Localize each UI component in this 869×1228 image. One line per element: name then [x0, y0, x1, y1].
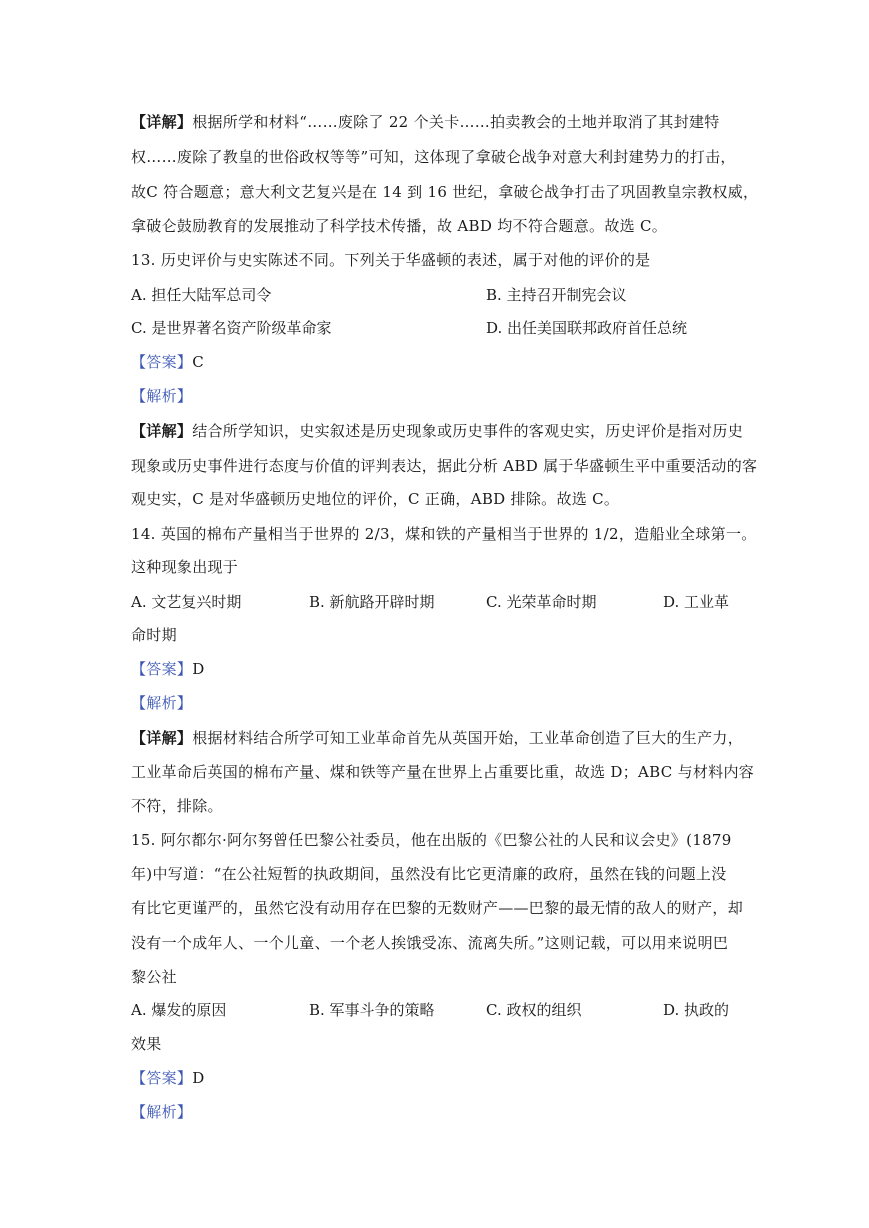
q13-stem: 13. 历史评价与史实陈述不同。下列关于华盛顿的表述，属于对他的评价的是: [131, 251, 651, 269]
q13-detail-line: 现象或历史事件进行态度与价值的评判表达，据此分析 ABD 属于华盛顿生平中重要活动的客: [131, 457, 758, 475]
q13-option-c: C. 是世界著名资产阶级革命家: [131, 319, 332, 337]
q13-option-d: D. 出任美国联邦政府首任总统: [486, 319, 688, 337]
answer-tag: 【答案】: [131, 660, 193, 678]
answer-value: D: [192, 1069, 205, 1087]
q15-option-d-continued: 效果: [131, 1035, 162, 1053]
q14-detail-line: 不符，排除。: [131, 797, 223, 815]
analysis-tag: 【解析】: [131, 1103, 193, 1121]
q14-option-b: B. 新航路开辟时期: [309, 593, 435, 611]
detail-tag: 【详解】: [131, 422, 193, 440]
q15-answer: [131, 1068, 741, 1088]
answer-tag: 【答案】: [131, 353, 193, 371]
q13-detail-line: 【详解】结合所学知识，史实叙述是历史现象或历史事件的客观史实，历史评价是指对历史: [131, 422, 744, 440]
q12-detail-line: 权……废除了教皇的世俗政权等等”可知，这体现了拿破仑战争对意大利封建势力的打击，: [131, 148, 736, 166]
q13-answer: [131, 352, 741, 372]
q15-option-d: D. 执政的: [663, 1001, 730, 1019]
q14-option-a: A. 文艺复兴时期: [131, 593, 242, 611]
detail-tag: 【详解】: [131, 729, 193, 747]
q15-stem-line: 15. 阿尔都尔·阿尔努曾任巴黎公社委员，他在出版的《巴黎公社的人民和议会史》(1879: [131, 831, 732, 849]
answer-tag: 【答案】: [131, 1069, 193, 1087]
answer-value: C: [192, 353, 204, 371]
q14-option-c: C. 光荣革命时期: [486, 593, 597, 611]
q15-stem-line: 有比它更谨严的，虽然它没有动用存在巴黎的无数财产——巴黎的最无情的敌人的财产，却: [131, 899, 744, 917]
q14-stem-line: 这种现象出现于: [131, 558, 239, 576]
q13-analysis: [131, 386, 741, 406]
answer-value: D: [192, 660, 205, 678]
q14-analysis: [131, 693, 741, 713]
detail-tag: 【详解】: [131, 113, 193, 131]
q13-detail-line: 观史实，C 是对华盛顿历史地位的评价，C 正确，ABD 排除。故选 C。: [131, 490, 620, 508]
q15-option-c: C. 政权的组织: [486, 1001, 582, 1019]
q14-stem-line: 14. 英国的棉布产量相当于世界的 2/3，煤和铁的产量相当于世界的 1/2，造船业全球第一。: [131, 525, 757, 543]
q14-option-d-continued: 命时期: [131, 626, 177, 644]
q15-stem-line: 黎公社: [131, 968, 177, 986]
q14-option-d: D. 工业革: [663, 593, 730, 611]
q12-detail-line: 【详解】根据所学和材料“……废除了 22 个关卡……拍卖教会的土地并取消了其封建特: [131, 113, 720, 131]
q15-stem-line: 没有一个成年人、一个儿童、一个老人挨饿受冻、流离失所。”这则记载，可以用来说明巴: [131, 934, 729, 952]
q13-option-a: A. 担任大陆军总司令: [131, 286, 272, 304]
q15-option-a: A. 爆发的原因: [131, 1001, 227, 1019]
q15-stem-line: 年)中写道：“在公社短暂的执政期间，虽然没有比它更清廉的政府，虽然在钱的问题上没: [131, 865, 727, 883]
analysis-tag: 【解析】: [131, 387, 193, 405]
q12-detail-line: 拿破仑鼓励教育的发展推动了科学技术传播，故 ABD 均不符合题意。故选 C。: [131, 217, 668, 235]
q13-option-b: B. 主持召开制宪会议: [486, 286, 627, 304]
q12-detail-line: 故C 符合题意；意大利文艺复兴是在 14 到 16 世纪，拿破仑战争打击了巩固教皇宗教权威，: [131, 183, 759, 201]
q15-option-b: B. 军事斗争的策略: [309, 1001, 435, 1019]
q14-detail-line: 工业革命后英国的棉布产量、煤和铁等产量在世界上占重要比重，故选 D；ABC 与材料内容: [131, 763, 755, 781]
analysis-tag: 【解析】: [131, 694, 193, 712]
q15-analysis: [131, 1102, 741, 1122]
q14-answer: [131, 659, 741, 679]
q14-detail-line: 【详解】根据材料结合所学可知工业革命首先从英国开始，工业革命创造了巨大的生产力，: [131, 729, 744, 747]
